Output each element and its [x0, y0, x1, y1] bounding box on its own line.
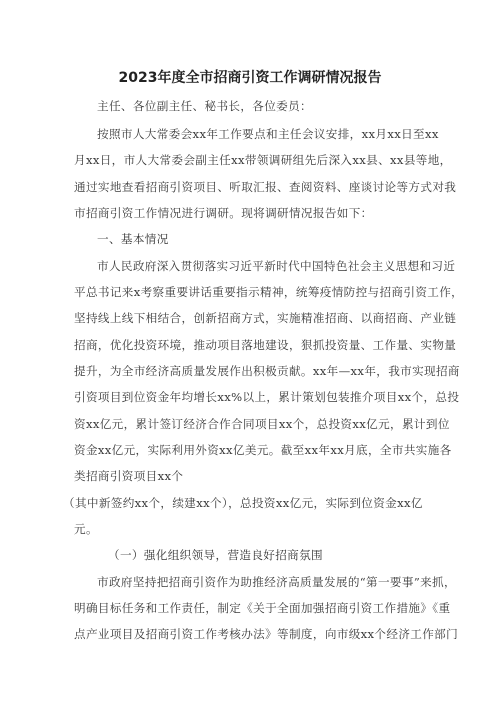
paragraph-line: 招商，优化投资环境，推动项目落地建设，狠抓投资量、工作量、实物量 [74, 338, 457, 352]
paragraph-line: 资金xx亿元，实际利用外资xx亿美元。截至xx年xx月底，全市共实施各 [74, 443, 452, 457]
paragraph-line: 月xx日，市人大常委会副主任xx带领调研组先后深入xx县、xx县等地， [74, 153, 452, 167]
paragraph-line: （其中新签约xx个，续建xx个），总投资xx亿元，实际到位资金xx亿 [63, 496, 423, 510]
section-heading: 一、基本情况 [97, 232, 169, 246]
paragraph-line: 类招商引资项目xx个 [74, 469, 184, 483]
paragraph-line: 引资项目到位资金年均增长xx%以上，累计策划包装推介项目xx个，总投 [74, 390, 460, 404]
salutation-line: 主任、各位副主任、秘书长，各位委员： [97, 99, 312, 113]
document-title: 2023年度全市招商引资工作调研情况报告 [118, 70, 382, 86]
paragraph-line: 通过实地查看招商引资项目、听取汇报、查阅资料、座谈讨论等方式对我 [74, 180, 457, 194]
paragraph-line: 市人民政府深入贯彻落实习近平新时代中国特色社会主义思想和习近 [97, 259, 456, 273]
paragraph-line: 明确目标任务和工作责任，制定《关于全面加强招商引资工作措施》《重 [74, 601, 451, 615]
subsection-heading: （一）强化组织领导，营造良好招商氛围 [108, 548, 323, 562]
paragraph-line: 坚持线上线下相结合，创新招商方式，实施精准招商、以商招商、产业链 [74, 311, 457, 325]
paragraph-line: 平总书记来x考察重要讲话重要指示精神，统筹疫情防控与招商引资工作， [74, 285, 464, 299]
paragraph-line: 提升，为全市经济高质量发展作出积极贡献。xx年—xx年，我市实现招商 [74, 364, 460, 378]
paragraph-line: 按照市人大常委会xx年工作要点和主任会议安排，xx月xx日至xx [97, 127, 439, 141]
paragraph-line: 资xx亿元，累计签订经济合作合同项目xx个，总投资xx亿元，累计到位 [74, 417, 450, 431]
paragraph-line: 点产业项目及招商引资工作考核办法》等制度，向市级xx个经济工作部门 [74, 627, 459, 641]
paragraph-line: 市招商引资工作情况进行调研。现将调研情况报告如下： [74, 206, 373, 220]
paragraph-line: 市政府坚持把招商引资作为助推经济高质量发展的“第一要事”来抓， [97, 575, 456, 589]
paragraph-line: 元。 [74, 522, 98, 536]
